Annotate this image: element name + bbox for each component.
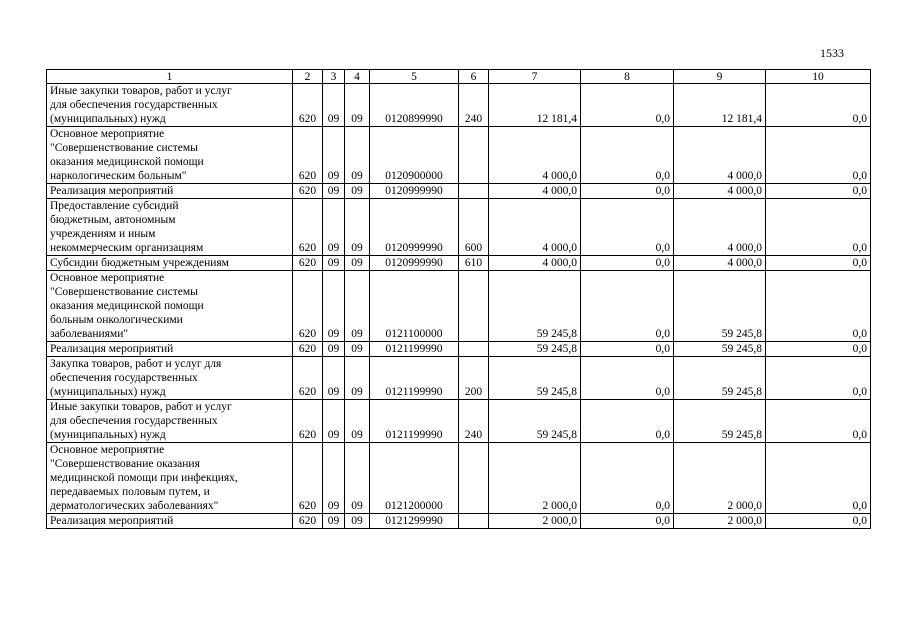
amount-cell: 0,0	[766, 514, 871, 529]
row-name-cell: Основное мероприятие "Совершенствование системы оказания медицинской помощи больным онкологическими заболеваниями"	[47, 271, 293, 342]
amount-cell: 59 245,8	[674, 271, 766, 342]
amount-cell: 0,0	[581, 184, 674, 199]
expense-type-cell: 200	[459, 357, 489, 400]
expense-type-cell	[459, 127, 489, 184]
amount-cell: 0,0	[766, 342, 871, 357]
row-name-cell: Основное мероприятие "Совершенствование оказания медицинской помощи при инфекциях, передаваемых половым путем, и дерматологических заболеваниях"	[47, 443, 293, 514]
expense-type-cell	[459, 443, 489, 514]
ministry-code-cell: 620	[293, 400, 323, 443]
amount-cell: 4 000,0	[674, 127, 766, 184]
section-code-cell: 09	[323, 127, 345, 184]
column-header: 2	[293, 70, 323, 84]
ministry-code-cell: 620	[293, 127, 323, 184]
ministry-code-cell: 620	[293, 256, 323, 271]
table-row	[47, 357, 871, 400]
amount-cell: 4 000,0	[489, 199, 581, 256]
expense-type-cell: 240	[459, 400, 489, 443]
target-article-cell: 0120999990	[370, 184, 459, 199]
table-row	[47, 199, 871, 256]
amount-cell: 0,0	[581, 127, 674, 184]
expense-type-cell	[459, 514, 489, 529]
amount-cell: 0,0	[581, 271, 674, 342]
table-row	[47, 443, 871, 514]
section-code-cell: 09	[323, 514, 345, 529]
subsection-code-cell: 09	[345, 443, 370, 514]
ministry-code-cell: 620	[293, 514, 323, 529]
column-header: 10	[766, 70, 871, 84]
target-article-cell: 0120899990	[370, 84, 459, 127]
row-name-cell: Иные закупки товаров, работ и услуг для обеспечения государственных (муниципальных) нужд	[47, 400, 293, 443]
section-code-cell: 09	[323, 199, 345, 256]
column-header: 4	[345, 70, 370, 84]
target-article-cell: 0121299990	[370, 514, 459, 529]
section-code-cell: 09	[323, 400, 345, 443]
amount-cell: 0,0	[581, 514, 674, 529]
amount-cell: 0,0	[581, 256, 674, 271]
column-header: 5	[370, 70, 459, 84]
amount-cell: 0,0	[766, 127, 871, 184]
row-name-cell: Основное мероприятие "Совершенствование системы оказания медицинской помощи наркологическим больным"	[47, 127, 293, 184]
row-name-cell: Реализация мероприятий	[47, 342, 293, 357]
target-article-cell: 0121200000	[370, 443, 459, 514]
amount-cell: 2 000,0	[674, 443, 766, 514]
table-row	[47, 342, 871, 357]
target-article-cell: 0121199990	[370, 400, 459, 443]
column-header: 1	[47, 70, 293, 84]
column-header: 8	[581, 70, 674, 84]
column-number-row	[47, 70, 871, 84]
subsection-code-cell: 09	[345, 84, 370, 127]
column-header: 3	[323, 70, 345, 84]
page-number: 1533	[820, 46, 844, 60]
ministry-code-cell: 620	[293, 271, 323, 342]
amount-cell: 0,0	[766, 400, 871, 443]
column-header: 9	[674, 70, 766, 84]
row-name-cell: Иные закупки товаров, работ и услуг для обеспечения государственных (муниципальных) нужд	[47, 84, 293, 127]
amount-cell: 0,0	[581, 400, 674, 443]
amount-cell: 0,0	[766, 256, 871, 271]
ministry-code-cell: 620	[293, 184, 323, 199]
amount-cell: 4 000,0	[489, 127, 581, 184]
amount-cell: 59 245,8	[489, 357, 581, 400]
amount-cell: 4 000,0	[674, 199, 766, 256]
row-name-cell: Закупка товаров, работ и услуг для обеспечения государственных (муниципальных) нужд	[47, 357, 293, 400]
subsection-code-cell: 09	[345, 184, 370, 199]
amount-cell: 59 245,8	[674, 342, 766, 357]
section-code-cell: 09	[323, 256, 345, 271]
target-article-cell: 0121199990	[370, 342, 459, 357]
table-row	[47, 256, 871, 271]
amount-cell: 12 181,4	[489, 84, 581, 127]
target-article-cell: 0120999990	[370, 256, 459, 271]
expense-type-cell	[459, 184, 489, 199]
subsection-code-cell: 09	[345, 271, 370, 342]
amount-cell: 0,0	[766, 84, 871, 127]
amount-cell: 0,0	[581, 84, 674, 127]
target-article-cell: 0121199990	[370, 357, 459, 400]
amount-cell: 0,0	[581, 199, 674, 256]
row-name-cell: Предоставление субсидий бюджетным, автономным учреждениям и иным некоммерческим организациям	[47, 199, 293, 256]
target-article-cell: 0120999990	[370, 199, 459, 256]
amount-cell: 4 000,0	[674, 184, 766, 199]
amount-cell: 0,0	[581, 443, 674, 514]
ministry-code-cell: 620	[293, 357, 323, 400]
table-row	[47, 184, 871, 199]
amount-cell: 0,0	[581, 342, 674, 357]
column-header: 6	[459, 70, 489, 84]
amount-cell: 0,0	[766, 184, 871, 199]
subsection-code-cell: 09	[345, 256, 370, 271]
amount-cell: 4 000,0	[489, 184, 581, 199]
amount-cell: 2 000,0	[489, 514, 581, 529]
expense-type-cell	[459, 342, 489, 357]
expense-type-cell: 240	[459, 84, 489, 127]
amount-cell: 59 245,8	[674, 357, 766, 400]
budget-table	[46, 69, 871, 529]
target-article-cell: 0120900000	[370, 127, 459, 184]
amount-cell: 59 245,8	[489, 271, 581, 342]
table-row	[47, 84, 871, 127]
expense-type-cell	[459, 271, 489, 342]
section-code-cell: 09	[323, 342, 345, 357]
section-code-cell: 09	[323, 84, 345, 127]
subsection-code-cell: 09	[345, 342, 370, 357]
amount-cell: 0,0	[766, 271, 871, 342]
amount-cell: 2 000,0	[489, 443, 581, 514]
table-row	[47, 514, 871, 529]
table-row	[47, 400, 871, 443]
amount-cell: 2 000,0	[674, 514, 766, 529]
ministry-code-cell: 620	[293, 342, 323, 357]
amount-cell: 59 245,8	[674, 400, 766, 443]
subsection-code-cell: 09	[345, 127, 370, 184]
row-name-cell: Реализация мероприятий	[47, 514, 293, 529]
expense-type-cell: 600	[459, 199, 489, 256]
amount-cell: 4 000,0	[489, 256, 581, 271]
section-code-cell: 09	[323, 357, 345, 400]
table-row	[47, 127, 871, 184]
row-name-cell: Реализация мероприятий	[47, 184, 293, 199]
expense-type-cell: 610	[459, 256, 489, 271]
ministry-code-cell: 620	[293, 199, 323, 256]
amount-cell: 12 181,4	[674, 84, 766, 127]
amount-cell: 0,0	[766, 443, 871, 514]
amount-cell: 59 245,8	[489, 342, 581, 357]
subsection-code-cell: 09	[345, 400, 370, 443]
subsection-code-cell: 09	[345, 199, 370, 256]
ministry-code-cell: 620	[293, 443, 323, 514]
subsection-code-cell: 09	[345, 514, 370, 529]
target-article-cell: 0121100000	[370, 271, 459, 342]
amount-cell: 0,0	[766, 199, 871, 256]
ministry-code-cell: 620	[293, 84, 323, 127]
table-row	[47, 271, 871, 342]
section-code-cell: 09	[323, 271, 345, 342]
section-code-cell: 09	[323, 443, 345, 514]
amount-cell: 4 000,0	[674, 256, 766, 271]
amount-cell: 0,0	[581, 357, 674, 400]
subsection-code-cell: 09	[345, 357, 370, 400]
amount-cell: 59 245,8	[489, 400, 581, 443]
amount-cell: 0,0	[766, 357, 871, 400]
section-code-cell: 09	[323, 184, 345, 199]
row-name-cell: Субсидии бюджетным учреждениям	[47, 256, 293, 271]
column-header: 7	[489, 70, 581, 84]
